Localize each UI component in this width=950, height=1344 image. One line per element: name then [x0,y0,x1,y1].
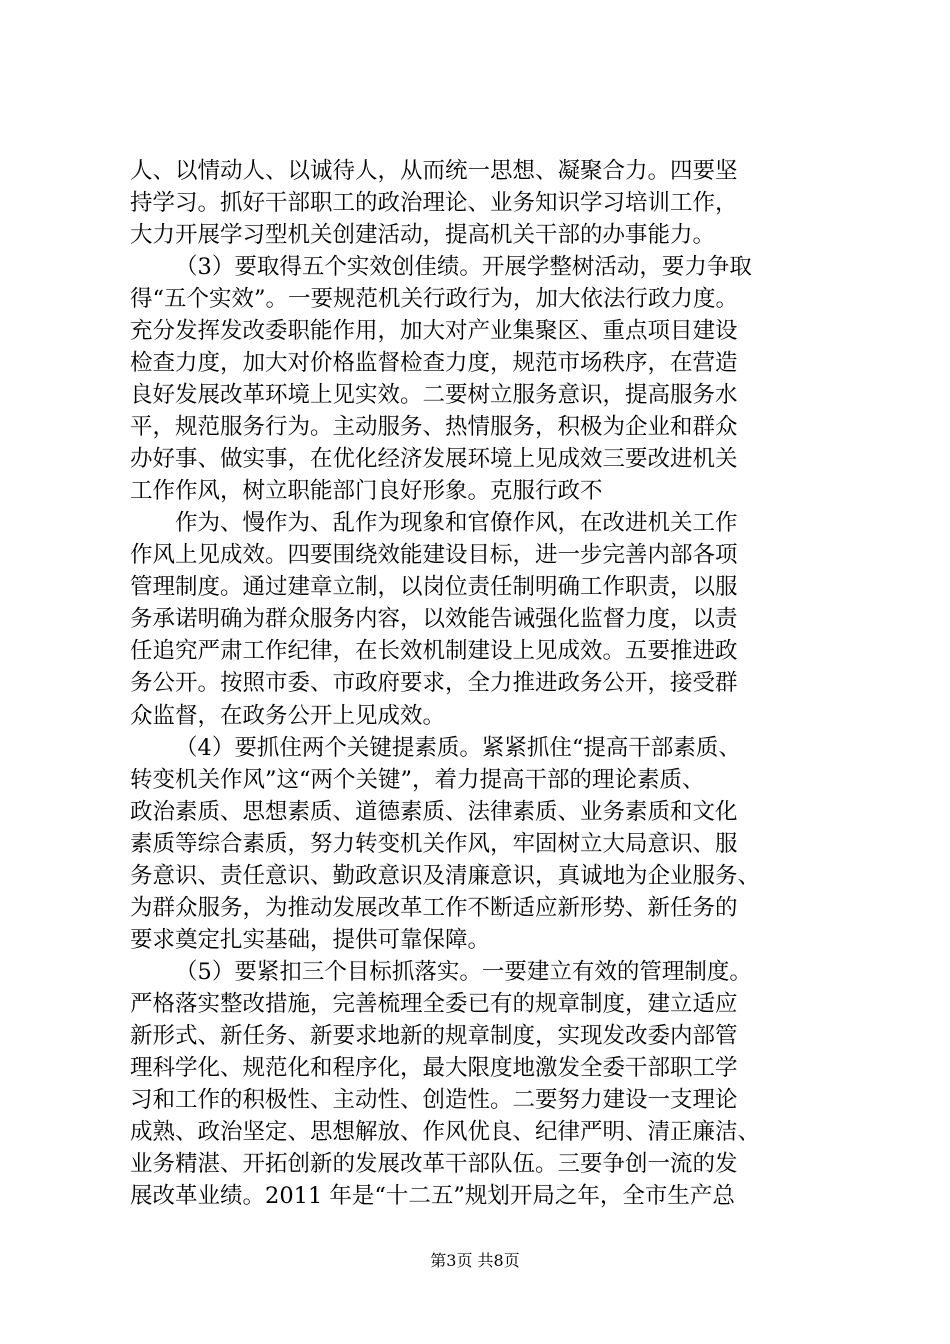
text-line: 任追究严肃工作纪律，在长效机制建设上见成效。五要推进政 [130,638,738,665]
text-line: 良好发展改革环境上见实效。二要树立服务意识，提高服务水 [130,382,738,409]
text-line: 严格落实整改措施，完善梳理全委已有的规章制度，建立适应 [130,990,738,1017]
text-line: 习和工作的积极性、主动性、创造性。二要努力建设一支理论 [130,1086,738,1113]
text-line: 人、以情动人、以诚待人，从而统一思想、凝聚合力。四要坚 [130,158,738,184]
page-footer: 第3页 共8页 [430,1251,520,1270]
text-line: 理科学化、规范化和程序化，最大限度地激发全委干部职工学 [130,1054,738,1081]
text-line: 工作作风，树立职能部门良好形象。克服行政不 [130,478,603,505]
text-line: 作为、慢作为、乱作为现象和官僚作风，在改进机关工作 [175,510,738,537]
text-line: 务意识、责任意识、勤政意识及清廉意识，真诚地为企业服务、 [130,862,761,889]
text-line: 办好事、做实事，在优化经济发展环境上见成效三要改进机关 [130,446,738,473]
text-line: 业务精湛、开拓创新的发展改革干部队伍。三要争创一流的发 [130,1150,738,1177]
text-line: （4）要抓住两个关键提素质。紧紧抓住“提高干部素质、 [175,734,741,761]
text-line: （3）要取得五个实效创佳绩。开展学整树活动，要力争取 [175,254,752,281]
text-line: 素质等综合素质，努力转变机关作风，牢固树立大局意识、服 [130,830,738,857]
text-line: 大力开展学习型机关创建活动，提高机关干部的办事能力。 [130,222,716,249]
text-line: 得“五个实效”。一要规范机关行政行为，加大依法行政力度。 [130,286,739,313]
text-line: 成熟、政治坚定、思想解放、作风优良、纪律严明、清正廉洁、 [130,1118,761,1145]
text-line: 检查力度，加大对价格监督检查力度，规范市场秩序，在营造 [130,350,738,377]
text-line: 展改革业绩。2011 年是“十二五”规划开局之年，全市生产总 [130,1182,735,1209]
text-line: 政治素质、思想素质、道德素质、法律素质、业务素质和文化 [130,798,738,825]
text-line: 转变机关作风”这“两个关键”，着力提高干部的理论素质、 [130,766,705,793]
text-line: 持学习。抓好干部职工的政治理论、业务知识学习培训工作， [130,190,738,217]
text-line: 务公开。按照市委、市政府要求，全力推进政务公开，接受群 [130,670,738,697]
text-line: 务承诺明确为群众服务内容，以效能告诫强化监督力度，以责 [130,606,738,633]
text-line: 作风上见成效。四要围绕效能建设目标，进一步完善内部各项 [130,542,738,569]
text-line: 平，规范服务行为。主动服务、热情服务，积极为企业和群众 [130,414,738,441]
text-line: 充分发挥发改委职能作用，加大对产业集聚区、重点项目建设 [130,318,738,345]
text-line: 众监督，在政务公开上见成效。 [130,702,446,729]
text-line: 新形式、新任务、新要求地新的规章制度，实现发改委内部管 [130,1022,738,1049]
text-line: 为群众服务，为推动发展改革工作不断适应新形势、新任务的 [130,894,738,921]
text-line: 管理制度。通过建章立制，以岗位责任制明确工作职责，以服 [130,574,738,601]
text-line: 要求奠定扎实基础，提供可靠保障。 [130,926,491,953]
text-line: （5）要紧扣三个目标抓落实。一要建立有效的管理制度。 [175,958,752,985]
